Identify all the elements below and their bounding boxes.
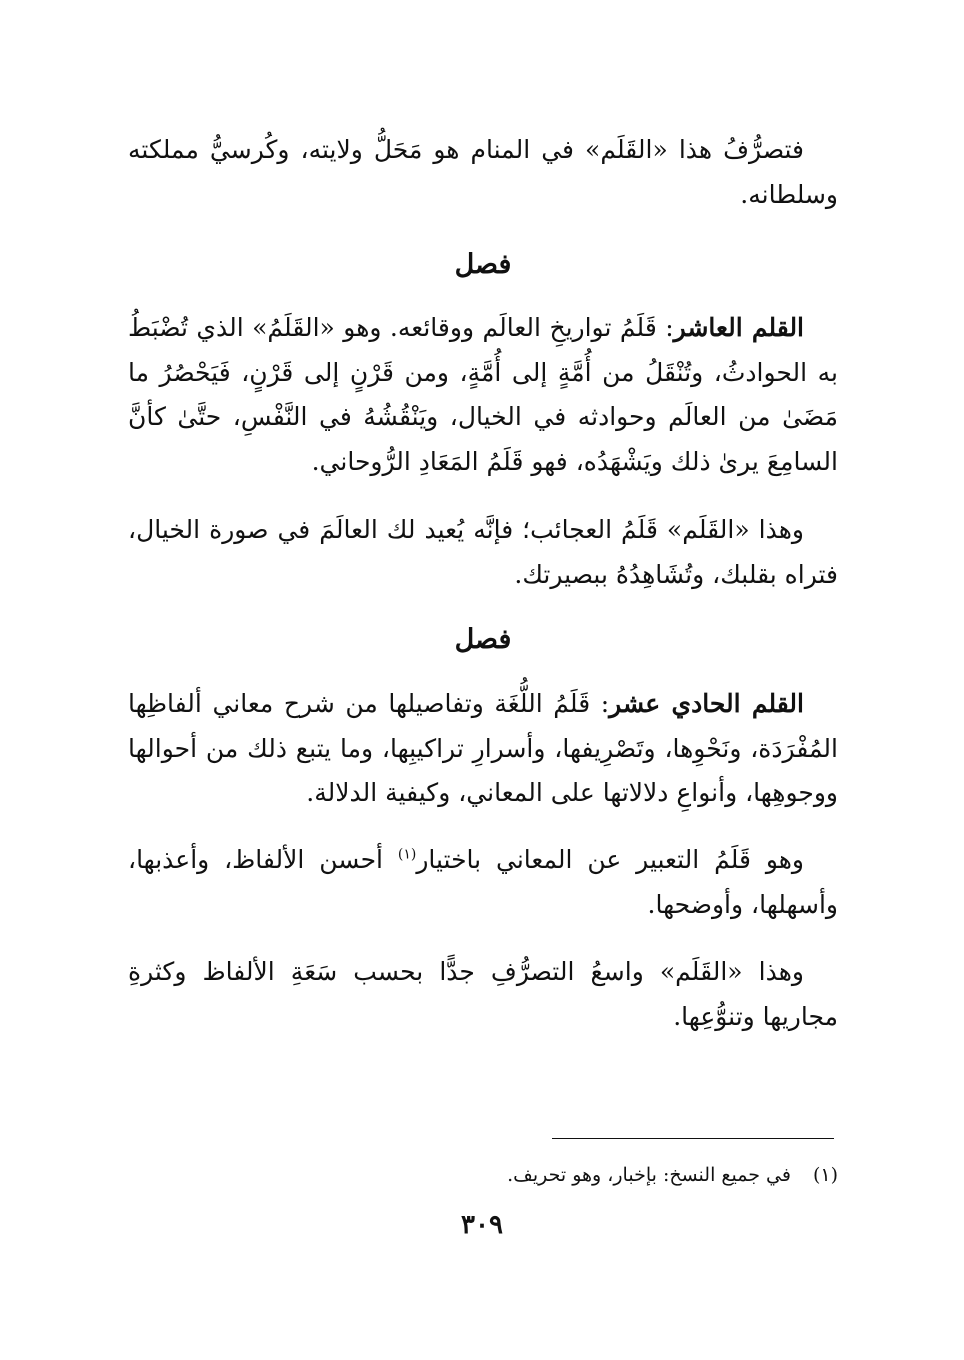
section-heading: فصل	[454, 249, 512, 280]
paragraph-text: وهذا «القَلَم» قَلَمُ العجائب؛ فإنَّه يُعيد لك العالَمَ في صورة الخيال، فتراه بقلبك، وتُشَاهِدُهُ ببصيرتك.	[128, 515, 838, 589]
paragraph-text: فتصرُّفُ هذا «القَلَم» في المنام هو مَحَلُّ ولايته، وكُرسيُّ مملكته وسلطانه.	[128, 135, 838, 209]
paragraph-scope	[128, 950, 838, 1039]
paragraph-expression	[128, 838, 838, 927]
footnote-text: في جميع النسخ: بإخبار، وهو تحريف.	[507, 1164, 791, 1186]
paragraph-text: : قَلَمُ تواريخِ العالَم ووقائعه. وهو «القَلَمُ» الذي تُضْبَطُ به الحوادثُ، وتُنْقَلُ من أُمَّةٍ إلى أُمَّةٍ، ومن قَرْنٍ إلى قَرْنٍ، فَيَحْصُرُ ما مَضَىٰ من العالَم وحوادثه في الخيال، ويَنْقُشُهُ في النَّفْسِ، حتَّىٰ كأنَّ السامِعَ يرىٰ ذلك ويَشْهَدُه، فهو قَلَمُ المَعَادِ الرُّوحاني.	[128, 313, 838, 476]
paragraph-intro	[128, 128, 838, 217]
paragraph-text: وهو قَلَمُ التعبير عن المعاني باختيار	[416, 845, 804, 874]
paragraph-lead: القلم العاشر	[673, 313, 805, 342]
paragraph-text: : قَلَمُ اللُّغَة وتفاصيلها من شرح معاني ألفاظِها المُفْرَدَة، ونَحْوِها، وتَصْرِيفها، وأسرارِ تراكيبِها، وما يتبع ذلك من أحوالها ووجوهِها، وأنواعِ دلالاتها على المعاني، وكيفية الدلالة.	[128, 689, 838, 807]
paragraph-text: وهذا «القَلَم» واسعُ التصرُّفِ جدًّا بحسب سَعَةِ الألفاظ وكثرةِ مجاريها وتنوُّعِها.	[128, 957, 838, 1031]
paragraph-lead: القلم الحادي عشر	[609, 689, 804, 718]
paragraph-eleventh-pen	[128, 682, 838, 816]
page-number: ٣٠٩	[461, 1210, 503, 1240]
footnote	[128, 1160, 838, 1190]
footnote-divider	[552, 1138, 834, 1139]
section-heading: فصل	[454, 624, 512, 655]
footnote-reference: (١)	[397, 846, 417, 863]
paragraph-wonders	[128, 508, 838, 597]
paragraph-text: أحسن الألفاظ، وأعذبها، وأسهلها، وأوضحها.	[128, 845, 838, 919]
paragraph-tenth-pen	[128, 306, 838, 484]
footnote-number: (١)	[812, 1164, 838, 1186]
